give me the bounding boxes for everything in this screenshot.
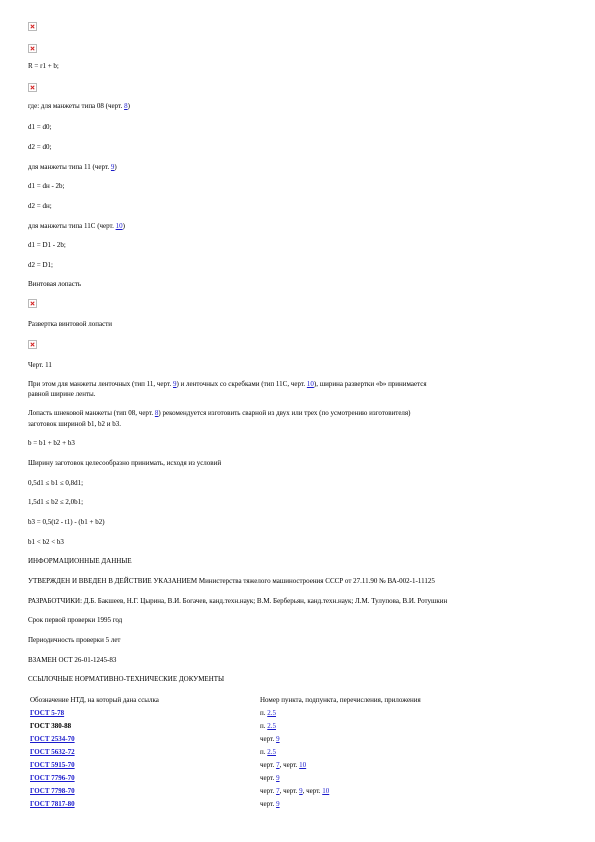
broken-image-icon [28,340,37,349]
ref-prefix: черт. [260,761,277,769]
ref-link[interactable]: 9 [276,800,280,808]
info-line: Периодичность проверки 5 лет [28,636,121,644]
ref-link[interactable]: 2.5 [267,722,276,730]
ref-link[interactable]: 7 [276,787,280,795]
ref-prefix: черт. [260,735,277,743]
doc-link[interactable]: ГОСТ 7796-70 [30,774,75,782]
ref-cell [258,709,522,722]
formula-b3: b3 = 0,5(t2 - t1) - (b1 + b2) [28,518,105,526]
ref-prefix: п. [260,709,268,717]
table-row [28,774,522,787]
ref-cell [258,774,522,787]
table-header-row [28,696,522,709]
section-heading: ИНФОРМАЦИОННЫЕ ДАННЫЕ [28,557,132,565]
broken-image-icon [28,299,37,308]
paragraph-line: заготовок шириной b1, b2 и b3. [28,420,121,428]
doc-cell [28,774,258,787]
ref-cell [258,787,522,800]
doc-link[interactable]: ГОСТ 7817-80 [30,800,75,808]
doc-link[interactable]: ГОСТ 2534-70 [30,735,75,743]
figure-link[interactable]: 9 [110,163,115,171]
paragraph-line: равной ширине ленты. [28,390,96,398]
figure-link[interactable]: 10 [115,222,123,230]
ref-separator: , черт. [279,761,300,769]
table-row [28,800,522,813]
figure-link[interactable]: 10 [306,380,314,388]
doc-cell [28,800,258,813]
formula-d1: d1 = dн - 2b; [28,182,65,190]
text-line: для манжеты типа 11 (черт. 9) [28,163,117,171]
ref-cell [258,761,522,774]
ref-link[interactable]: 9 [276,774,280,782]
ref-separator: , черт. [302,787,323,795]
ref-link[interactable]: 7 [276,761,280,769]
ref-link[interactable]: 9 [299,787,303,795]
caption: Винтовая лопасть [28,280,82,288]
caption: Развертка винтовой лопасти [28,320,113,328]
doc-cell [28,787,258,800]
paragraph-line: Ширину заготовок целесообразно принимать, исходя из условий [28,459,222,467]
doc-link: ГОСТ 380-88 [30,722,72,730]
figure-link[interactable]: 8 [124,102,128,110]
table-row [28,761,522,774]
table-row [28,787,522,800]
table-row [28,709,522,722]
formula-d2: d2 = d0; [28,143,52,151]
doc-cell [28,748,258,761]
formula-r: R = r1 + b; [28,62,59,70]
figure-link[interactable]: 8 [154,409,159,417]
ref-cell [258,735,522,748]
table-row [28,722,522,735]
ref-prefix: черт. [260,787,277,795]
doc-link[interactable]: ГОСТ 5632-72 [30,748,75,756]
ref-link[interactable]: 10 [322,787,330,795]
ref-prefix: п. [260,748,268,756]
references-table [28,696,522,813]
table-header-cell: Номер пункта, подпункта, перечисления, приложения [260,696,421,704]
broken-image-icon [28,44,37,53]
table-row [28,735,522,748]
table-row [28,748,522,761]
table-header-cell: Обозначение НТД, на который дана ссылка [30,696,159,704]
ref-cell [258,800,522,813]
doc-cell [28,709,258,722]
formula-d1: d1 = D1 - 2b; [28,241,66,249]
ref-link[interactable]: 2.5 [267,709,276,717]
ref-separator: , черт. [279,787,300,795]
info-line: РАЗРАБОТЧИКИ: Д.Б. Бакшеев, Н.Г. Цырина, В.И. Богачев, канд.техн.наук; В.М. Берберьян, канд.техн.наук; Л.М. Тулупова, В.И. Ротушкин [28,597,448,605]
ref-cell [258,748,522,761]
info-line: ВЗАМЕН ОСТ 26-01-1245-83 [28,656,117,664]
ref-link[interactable]: 10 [299,761,307,769]
doc-link[interactable]: ГОСТ 5915-70 [30,761,75,769]
ref-prefix: п. [260,722,268,730]
doc-link[interactable]: ГОСТ 5-78 [30,709,65,717]
broken-image-icon [28,22,37,31]
formula-b1: 0,5d1 ≤ b1 ≤ 0,8d1; [28,479,84,487]
formula-d2: d2 = dн; [28,202,52,210]
section-heading: ССЫЛОЧНЫЕ НОРМАТИВНО-ТЕХНИЧЕСКИЕ ДОКУМЕНТЫ [28,675,225,683]
formula-d1: d1 = d0; [28,123,52,131]
ref-prefix: черт. [260,800,277,808]
formula-d2: d2 = D1; [28,261,53,269]
text-line: где: для манжеты типа 08 (черт. 8) [28,102,130,110]
text-line: для манжеты типа 11С (черт. 10) [28,222,125,230]
broken-image-icon [28,83,37,92]
formula-b: b = b1 + b2 + b3 [28,439,75,447]
doc-cell [28,722,258,735]
ref-link[interactable]: 9 [276,735,280,743]
info-line: Срок первой проверки 1995 год [28,616,123,624]
formula-inequality: b1 < b2 < b3 [28,538,64,546]
figure-link[interactable]: 9 [172,380,177,388]
formula-b2: 1,5d1 ≤ b2 ≤ 2,0b1; [28,498,84,506]
doc-cell [28,735,258,748]
doc-cell [28,761,258,774]
figure-caption: Черт. 11 [28,361,52,369]
doc-link[interactable]: ГОСТ 7798-70 [30,787,75,795]
paragraph-line: При этом для манжеты ленточных (тип 11, черт. 9) и ленточных со скребками (тип 11С, черт. 10), ширина развертки «b» принимается [28,380,427,388]
ref-prefix: черт. [260,774,277,782]
paragraph-line: Лопасть шнековой манжеты (тип 08, черт. 8) рекомендуется изготовить сварной из двух или трех (по усмотрению изготовителя) [28,409,411,417]
ref-link[interactable]: 2.5 [267,748,276,756]
ref-cell [258,722,522,735]
info-line: УТВЕРЖДЕН И ВВЕДЕН В ДЕЙСТВИЕ УКАЗАНИЕМ Министерства тяжелого машиностроения СССР от 27.11.90 № ВА-002-1-11125 [28,577,435,585]
